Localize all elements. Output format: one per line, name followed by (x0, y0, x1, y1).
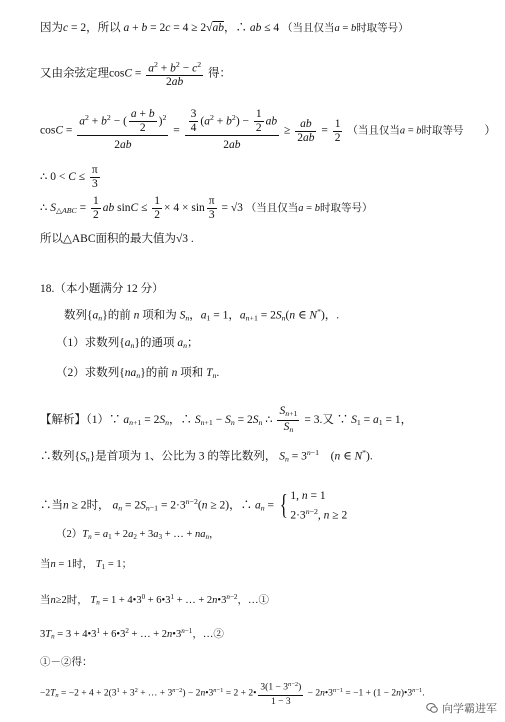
solution-line-2: ∴数列$\{S_n\}$是首项为 1、公比为 3 的等比数列， $S_n = 3^{n-1}$ (n ∈ N*). (40, 448, 373, 464)
line-2-cosine-law: 又由余弦定理cosC = $\frac{a^2 + b^2 - c^2}{2ab}$ 得： (40, 60, 231, 89)
solution-line-5: 当n = 1时， $T_1 = 1$； (40, 559, 133, 571)
question-18-statement: 数列$\{a_n\}$的前 n 项和为 $S_n$，$a_1 = 1$，$a_{n+1} = 2S_n(n$ ∈ N*)，. (64, 307, 340, 323)
solution-line-3: ∴当n ≥ 2时， $a_n = 2S_{n-1} = 2\cdot 3^{n-2}(n \ge 2)$，∴ $a_n$ = { 1, n = 1 $2\cdot 3^{n-2}$, n ≥ 2 (40, 489, 348, 522)
line-1: 因为c = 2，所以 a + b = 2c = 4 ≥ 2√ab，∴ ab ≤ 4 （当且仅当a = b时取等号） (40, 22, 409, 34)
watermark (426, 700, 497, 716)
solution-line-9: $-2T_n = -2 + 4 + 2(3^1 + 3^2$ + … + $3^{n-2}$) − $2n•3^{n-1} = 2$ + 2• $\frac{3(1 - 3^{n-2})}{1 - 3}$ − $2n•3^{n-1} = -1 + (1$ − $2n)•3^{n-1}$. (40, 678, 425, 709)
solution-part-2: $(2)T_n = a_1 + 2a_2 + 3a_3$ + … + $na_n$， (56, 529, 220, 541)
solution-line-6: 当n≥2时， $T_n = 1$ + $4•3^0$ + $6•3^1$ + … + $2n•3^{n-2}$，…① (40, 593, 269, 607)
solution-line-1: 【解析】（1）∵ $a_{n+1} = 2S_n$，∴ $S_{n+1} - S_n = 2S_n$ ∴ $\frac{S_{n+1}}{S_n}$ = 3.又 ∵ $S_1 = a_1 = 1$， (40, 405, 413, 434)
line-4-angle-range: ∴ 0 < C ≤ $\frac{\pi}{3}$ (40, 164, 98, 190)
question-18-part-1: （1）求数列$\{a_n\}$的通项 $a_n$； (56, 337, 199, 350)
question-18-part-2: （2）求数列$\{na_n\}$的前 n 项和 $T_n$. (56, 367, 220, 380)
solution-line-8: ①－②得： (40, 657, 93, 668)
watermark-text: 向学霸进军 (442, 702, 497, 715)
line-5-area: ∴ $S_{\triangle ABC}$ = $\frac{1}{2}$ ab sinC ≤ $\frac{1}{2}$ × 4 × sin $\frac{\pi}{3}$ = √3 （当且仅当a = b时取等号） (40, 195, 373, 221)
solution-line-7: $3T_n = 3$ + $4•3^1$ + $6•3^2$ + … + $2n•3^{n-1}$，…② (40, 627, 224, 641)
line-3-cos-inequality: cosC = $a^2 + b^2$ − ( $\frac{a + b}{2}$ )$^2$ 2ab = $\frac{3}{4}$ $(a^2 + b^2)$ − $\frac{1}{2}$ ab 2ab ≥ $\frac{ab}{2ab}$ = $\frac{1}{2}$ （当且仅当a = b时取等号 ） (40, 108, 496, 152)
question-18-header: 18.（本小题满分 12 分） (40, 283, 164, 295)
wechat-icon (426, 702, 438, 714)
line-6-max-area: 所以△ABC面积的最大值为√3 . (40, 233, 194, 245)
